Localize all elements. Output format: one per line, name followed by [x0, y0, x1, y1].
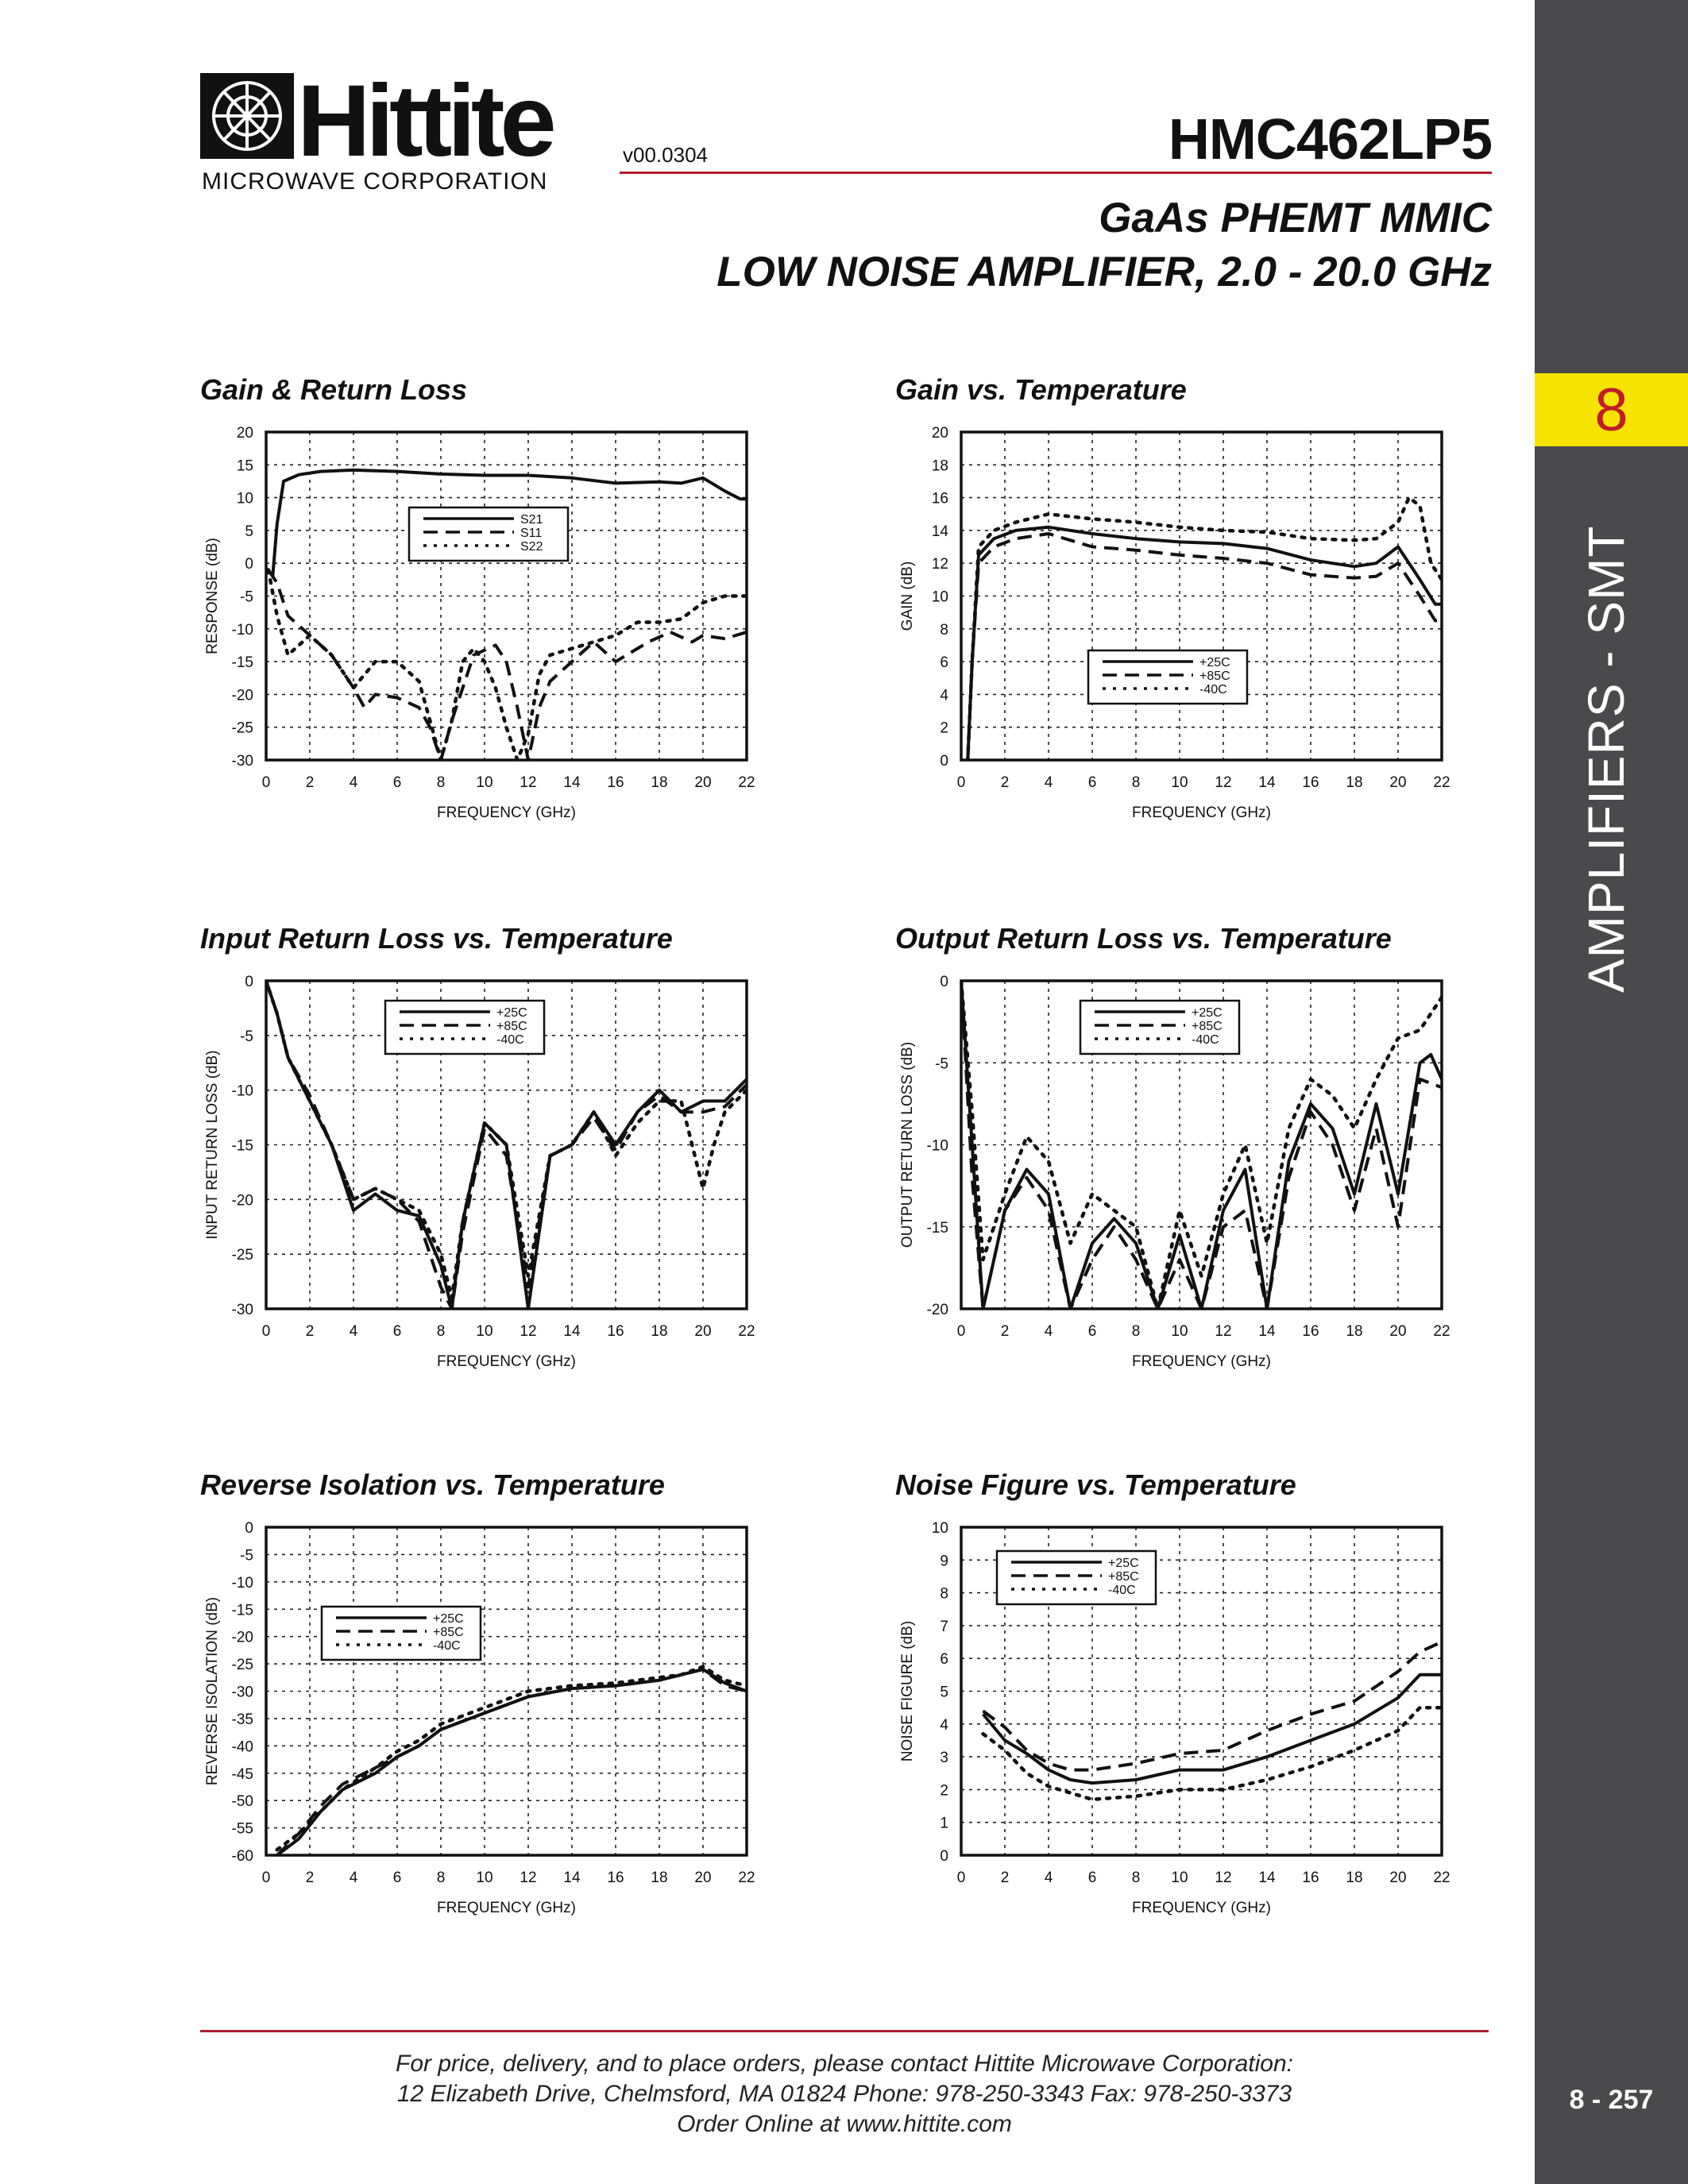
x-tick-label: 22	[1433, 1323, 1450, 1340]
x-tick-label: 20	[694, 1870, 712, 1886]
x-axis-label: FREQUENCY (GHz)	[437, 1353, 576, 1370]
x-tick-label: 10	[476, 1323, 493, 1340]
y-tick-label: -10	[926, 1137, 948, 1155]
x-axis-label: FREQUENCY (GHz)	[1132, 1900, 1271, 1916]
legend-label: +85C	[433, 1626, 464, 1639]
x-tick-label: 12	[520, 774, 537, 791]
x-tick-label: 10	[476, 774, 493, 791]
x-axis-label: FREQUENCY (GHz)	[1132, 1353, 1271, 1370]
y-tick-label: 15	[236, 457, 253, 475]
x-tick-label: 6	[392, 1323, 402, 1340]
legend	[997, 1551, 1156, 1604]
y-axis-label: NOISE FIGURE (dB)	[899, 1620, 916, 1762]
section-tab	[1535, 373, 1688, 446]
y-tick-label: -20	[231, 687, 253, 704]
x-tick-label: 22	[738, 774, 755, 791]
x-tick-label: 12	[520, 1323, 537, 1340]
y-tick-label: -10	[231, 621, 253, 639]
x-tick-label: 4	[1044, 1323, 1053, 1340]
x-tick-label: 14	[563, 1870, 581, 1886]
x-tick-label: 12	[1215, 1870, 1232, 1886]
page-number: 8 - 257	[1569, 2085, 1654, 2115]
product-subtitle-line1: GaAs PHEMT MMIC	[1099, 195, 1492, 241]
x-tick-label: 22	[1433, 774, 1450, 791]
y-tick-label: 16	[931, 490, 948, 507]
y-tick-label: 1	[940, 1815, 948, 1832]
x-tick-label: 0	[956, 1323, 966, 1340]
legend-label: -40C	[496, 1033, 524, 1047]
x-tick-label: 16	[607, 1323, 624, 1340]
x-tick-label: 8	[1131, 1323, 1141, 1340]
y-tick-label: -25	[231, 720, 253, 737]
x-tick-label: 2	[1000, 1323, 1010, 1340]
x-tick-label: 4	[1044, 1870, 1053, 1886]
chart-gain-return-loss	[199, 421, 771, 834]
y-tick-label: -50	[231, 1793, 253, 1811]
x-tick-label: 16	[607, 774, 624, 791]
y-tick-label: -15	[231, 1602, 253, 1619]
y-tick-label: 6	[940, 1651, 948, 1669]
series-line-25c	[968, 527, 1442, 760]
x-tick-label: 18	[1346, 774, 1363, 791]
y-tick-label: -5	[935, 1055, 948, 1073]
y-tick-label: 8	[940, 1585, 948, 1603]
x-tick-label: 10	[1171, 1323, 1188, 1340]
x-tick-label: 16	[1302, 1323, 1319, 1340]
y-tick-label: 0	[245, 1520, 253, 1537]
x-tick-label: 18	[651, 774, 668, 791]
x-axis-label: FREQUENCY (GHz)	[437, 1900, 576, 1916]
series-line-40c	[277, 1667, 747, 1850]
y-tick-label: -5	[240, 1028, 253, 1045]
logo-subtitle: MICROWAVE CORPORATION	[202, 168, 548, 194]
y-tick-label: 4	[940, 687, 948, 704]
x-tick-label: 6	[1087, 1870, 1097, 1886]
y-tick-label: -15	[231, 654, 253, 672]
legend	[1088, 650, 1247, 704]
section-title: AMPLIFIERS - SMT	[1578, 525, 1635, 993]
x-tick-label: 6	[1087, 1323, 1097, 1340]
legend	[409, 507, 568, 561]
x-tick-label: 4	[349, 1870, 358, 1886]
legend-label: +25C	[496, 1006, 527, 1020]
x-tick-label: 18	[651, 1870, 668, 1886]
x-tick-label: 20	[694, 1323, 712, 1340]
chart-title-input-return-loss: Input Return Loss vs. Temperature	[200, 922, 673, 955]
y-axis-label: RESPONSE (dB)	[204, 538, 221, 654]
legend-label: S21	[520, 513, 543, 527]
x-tick-label: 2	[305, 774, 315, 791]
y-tick-label: 5	[245, 523, 253, 540]
y-tick-label: -15	[926, 1219, 948, 1237]
sidebar	[1535, 0, 1688, 2184]
x-tick-label: 18	[651, 1323, 668, 1340]
footer-line-3: Order Online at www.hittite.com	[677, 2111, 1012, 2137]
x-tick-label: 0	[261, 774, 271, 791]
x-tick-label: 4	[1044, 774, 1053, 791]
y-tick-label: -60	[231, 1848, 253, 1865]
y-tick-label: 2	[940, 1782, 948, 1800]
x-tick-label: 14	[1258, 774, 1276, 791]
legend-label: -40C	[433, 1639, 461, 1653]
legend-label: +85C	[1192, 1020, 1223, 1033]
x-tick-label: 2	[305, 1870, 315, 1886]
footer-contact	[200, 2049, 1489, 2140]
legend-label: +25C	[1108, 1557, 1139, 1570]
y-axis-label: OUTPUT RETURN LOSS (dB)	[899, 1041, 916, 1248]
x-tick-label: 14	[563, 774, 581, 791]
chart-reverse-isolation	[199, 1516, 771, 1929]
legend	[1080, 1001, 1239, 1054]
x-tick-label: 18	[1346, 1323, 1363, 1340]
x-tick-label: 2	[1000, 1870, 1010, 1886]
y-tick-label: 7	[940, 1618, 948, 1635]
header-divider	[620, 172, 1492, 174]
x-tick-label: 20	[694, 774, 712, 791]
x-tick-label: 12	[520, 1870, 537, 1886]
x-tick-label: 6	[1087, 774, 1097, 791]
x-tick-label: 16	[607, 1870, 624, 1886]
legend-label: +25C	[433, 1612, 464, 1626]
legend-label: +85C	[496, 1020, 527, 1033]
y-tick-label: -45	[231, 1765, 253, 1783]
legend	[322, 1607, 481, 1660]
x-tick-label: 6	[392, 774, 402, 791]
y-tick-label: -10	[231, 1574, 253, 1592]
section-number: 8	[1594, 376, 1628, 444]
x-tick-label: 12	[1215, 774, 1232, 791]
y-tick-label: 10	[931, 1520, 948, 1537]
x-tick-label: 8	[436, 1870, 446, 1886]
legend-label: -40C	[1199, 683, 1227, 696]
y-tick-label: -30	[231, 1684, 253, 1701]
y-tick-label: -5	[240, 588, 253, 606]
x-tick-label: 18	[1346, 1870, 1363, 1886]
footer-line-2: 12 Elizabeth Drive, Chelmsford, MA 01824 Phone: 978-250-3343 Fax: 978-250-3373	[396, 2081, 1292, 2107]
y-tick-label: -5	[240, 1547, 253, 1565]
x-tick-label: 22	[738, 1323, 755, 1340]
x-tick-label: 8	[1131, 1870, 1141, 1886]
x-tick-label: 16	[1302, 774, 1319, 791]
x-tick-label: 0	[956, 774, 966, 791]
y-tick-label: 0	[940, 1848, 948, 1865]
x-axis-label: FREQUENCY (GHz)	[437, 805, 576, 821]
legend-label: -40C	[1108, 1584, 1136, 1597]
legend-label: +85C	[1199, 669, 1230, 683]
company-logo	[200, 73, 589, 194]
y-axis-label: INPUT RETURN LOSS (dB)	[204, 1050, 221, 1240]
y-tick-label: 18	[931, 457, 948, 475]
y-tick-label: -20	[231, 1192, 253, 1210]
chart-title-noise-figure: Noise Figure vs. Temperature	[895, 1468, 1296, 1501]
y-tick-label: -10	[231, 1082, 253, 1100]
legend-label: S22	[520, 540, 543, 554]
y-tick-label: 4	[940, 1716, 948, 1734]
y-tick-label: -25	[231, 1247, 253, 1264]
legend-box	[409, 507, 568, 561]
x-tick-label: 14	[1258, 1323, 1276, 1340]
part-number: HMC462LP5	[1168, 108, 1492, 172]
x-tick-label: 8	[436, 1323, 446, 1340]
x-tick-label: 6	[392, 1870, 402, 1886]
y-axis-label: GAIN (dB)	[899, 561, 916, 631]
y-tick-label: 9	[940, 1553, 948, 1570]
y-tick-label: 20	[931, 425, 948, 442]
legend-label: +25C	[1192, 1006, 1223, 1020]
y-tick-label: 0	[940, 753, 948, 770]
series-line-85c	[968, 534, 1442, 760]
y-tick-label: -40	[231, 1738, 253, 1756]
legend-label: S11	[520, 527, 543, 540]
y-tick-label: 5	[940, 1684, 948, 1701]
x-tick-label: 20	[1389, 1323, 1407, 1340]
y-tick-label: -55	[231, 1820, 253, 1838]
x-tick-label: 0	[956, 1870, 966, 1886]
y-tick-label: -35	[231, 1711, 253, 1728]
y-axis-label: REVERSE ISOLATION (dB)	[204, 1596, 221, 1786]
series-line-40c	[968, 498, 1442, 760]
x-tick-label: 8	[1131, 774, 1141, 791]
chart-output-return-loss	[894, 970, 1466, 1383]
chart-title-reverse-isolation: Reverse Isolation vs. Temperature	[200, 1468, 665, 1501]
product-subtitle-line2: LOW NOISE AMPLIFIER, 2.0 - 20.0 GHz	[717, 249, 1492, 295]
y-tick-label: 0	[245, 974, 253, 990]
y-tick-label: 12	[931, 556, 948, 573]
footer-line-1: For price, delivery, and to place orders, please contact Hittite Microwave Corporation:	[396, 2051, 1293, 2077]
footer-divider	[200, 2030, 1489, 2032]
y-tick-label: 6	[940, 654, 948, 672]
x-tick-label: 22	[1433, 1870, 1450, 1886]
x-tick-label: 14	[1258, 1870, 1276, 1886]
y-tick-label: 14	[931, 523, 948, 540]
chart-title-gain-return-loss: Gain & Return Loss	[200, 373, 468, 406]
x-tick-label: 10	[1171, 1870, 1188, 1886]
logo-wordmark: Hittite	[297, 73, 552, 178]
chart-gain-vs-temperature	[894, 421, 1466, 834]
y-tick-label: 0	[940, 974, 948, 990]
chart-title-gain-vs-temperature: Gain vs. Temperature	[895, 373, 1187, 406]
y-tick-label: -15	[231, 1137, 253, 1155]
legend-label: +25C	[1199, 656, 1230, 669]
y-tick-label: -25	[231, 1657, 253, 1674]
x-tick-label: 8	[436, 774, 446, 791]
legend	[385, 1001, 544, 1054]
y-tick-label: 3	[940, 1750, 948, 1767]
x-tick-label: 0	[261, 1870, 271, 1886]
version-label: v00.0304	[623, 143, 708, 167]
x-tick-label: 16	[1302, 1870, 1319, 1886]
x-axis-label: FREQUENCY (GHz)	[1132, 805, 1271, 821]
y-tick-label: -30	[231, 753, 253, 770]
y-tick-label: 20	[236, 425, 253, 442]
legend-label: -40C	[1192, 1033, 1219, 1047]
y-tick-label: 0	[245, 556, 253, 573]
series-line-85c	[983, 1642, 1443, 1770]
x-tick-label: 4	[349, 1323, 358, 1340]
chart-input-return-loss	[199, 970, 771, 1383]
series-line-25c	[983, 1675, 1443, 1783]
x-tick-label: 2	[305, 1323, 315, 1340]
x-tick-label: 0	[261, 1323, 271, 1340]
x-tick-label: 20	[1389, 1870, 1407, 1886]
x-tick-label: 12	[1215, 1323, 1232, 1340]
series-line-40c	[983, 1707, 1443, 1800]
y-tick-label: 10	[236, 490, 253, 507]
y-tick-label: -30	[231, 1302, 253, 1318]
y-tick-label: -20	[231, 1629, 253, 1646]
y-tick-label: 10	[931, 588, 948, 606]
x-tick-label: 20	[1389, 774, 1407, 791]
x-tick-label: 14	[563, 1323, 581, 1340]
legend-label: +85C	[1108, 1570, 1139, 1584]
chart-title-output-return-loss: Output Return Loss vs. Temperature	[895, 922, 1392, 955]
y-tick-label: -20	[926, 1302, 948, 1318]
x-tick-label: 10	[476, 1870, 493, 1886]
y-tick-label: 8	[940, 621, 948, 639]
x-tick-label: 2	[1000, 774, 1010, 791]
chart-noise-figure	[894, 1516, 1466, 1929]
y-tick-label: 2	[940, 720, 948, 737]
x-tick-label: 4	[349, 774, 358, 791]
x-tick-label: 22	[738, 1870, 755, 1886]
x-tick-label: 10	[1171, 774, 1188, 791]
